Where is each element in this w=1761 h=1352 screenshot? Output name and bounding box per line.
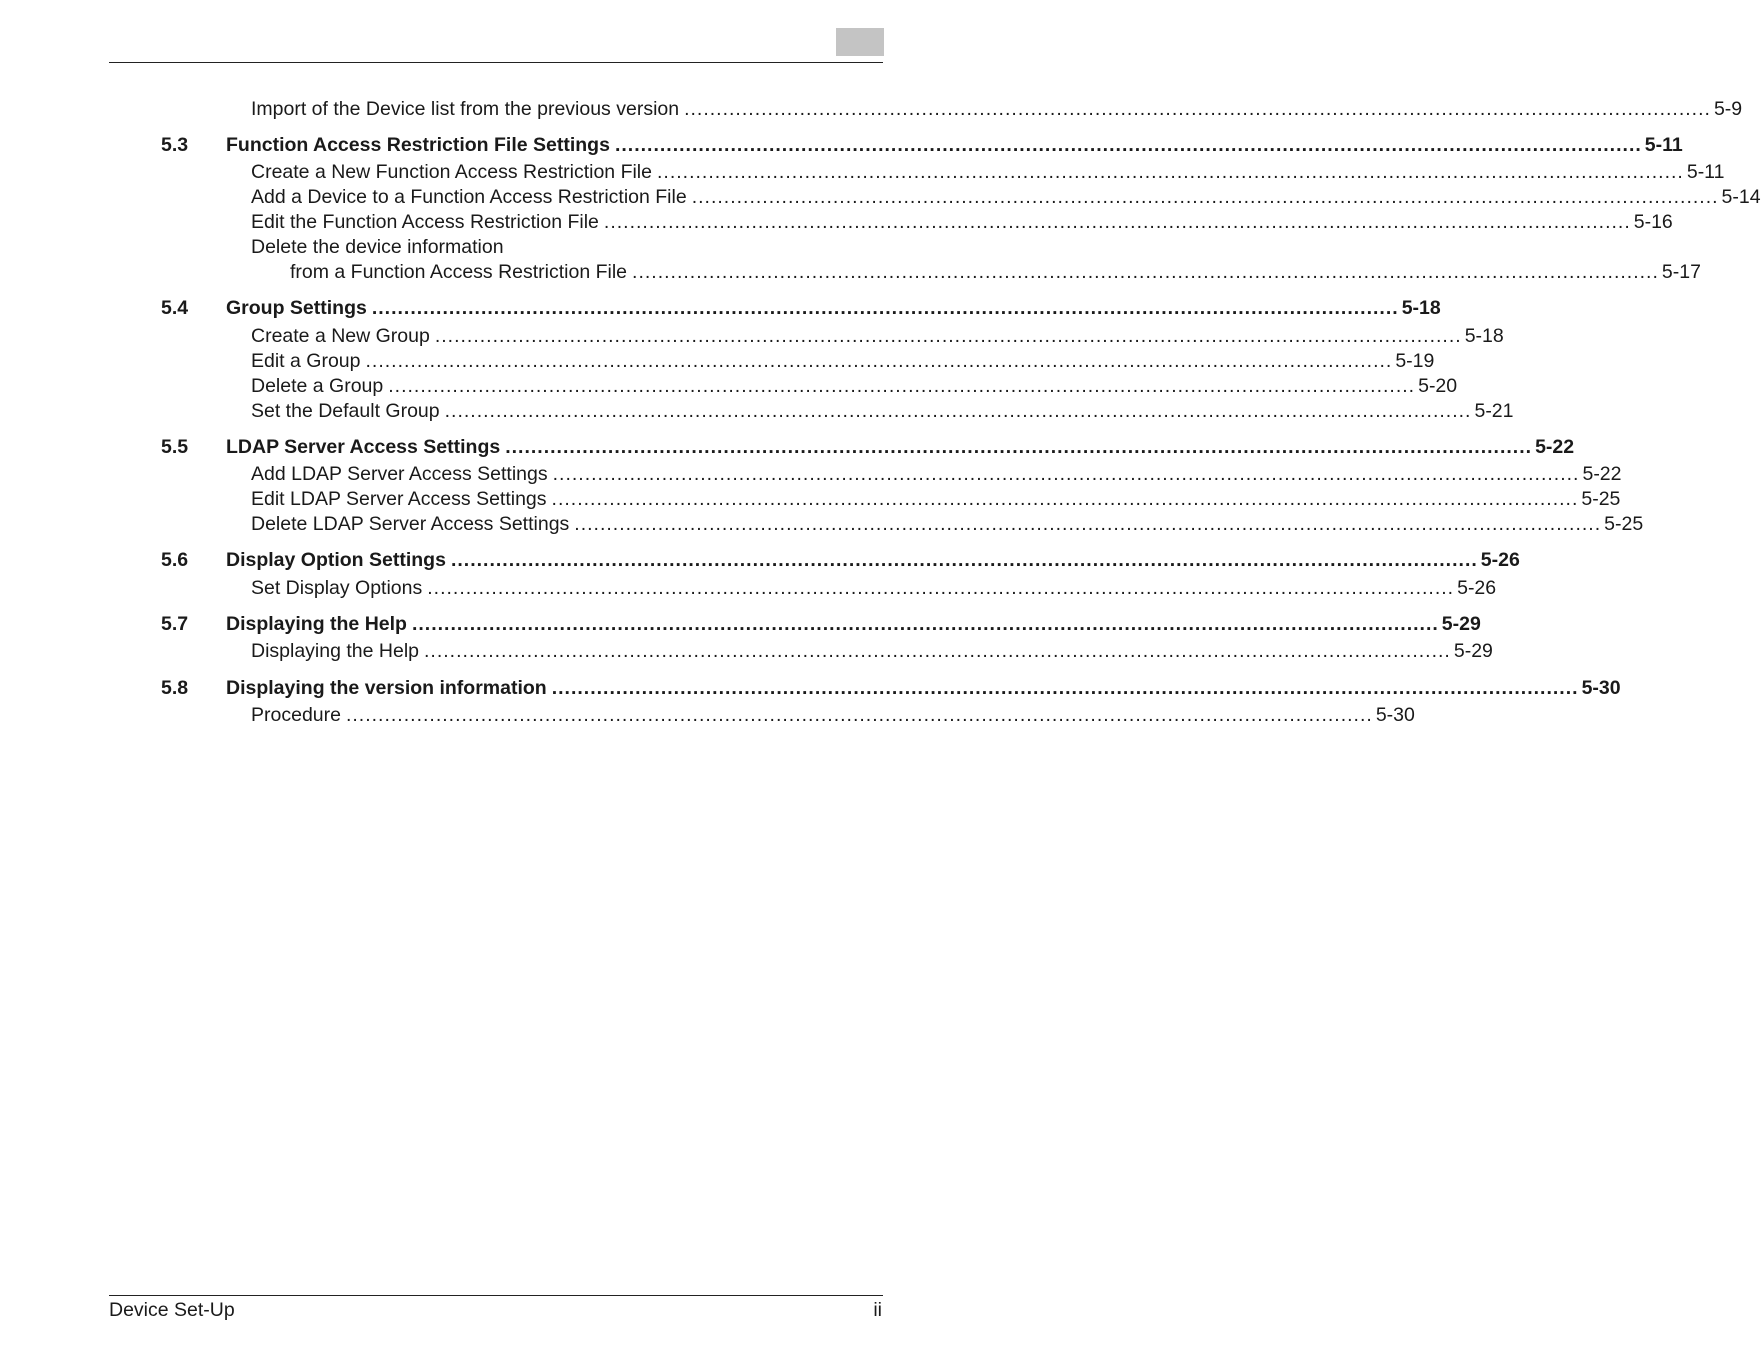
section-title: Displaying the Help: [226, 613, 407, 635]
toc-entry[interactable]: [0, 399, 1514, 423]
toc-entry[interactable]: [0, 185, 1761, 209]
toc-entry-title: Import of the Device list from the previous version: [251, 98, 680, 120]
toc-entry-title: Edit the Function Access Restriction File: [251, 211, 599, 233]
toc-entry-title: Edit a Group: [251, 350, 361, 372]
toc-entry-title: Create a New Group: [251, 325, 430, 347]
toc-entry[interactable]: [0, 374, 1458, 398]
dot-leader: ................................................................................................................................................................: [434, 325, 1462, 347]
toc-entry-title: Procedure: [251, 704, 341, 726]
dot-leader: ................................................................................................................................................................: [505, 436, 1533, 458]
section-title: Displaying the version information: [226, 677, 547, 699]
toc-entry-title: Delete LDAP Server Access Settings: [251, 513, 570, 535]
toc-entry-page: 5-19: [1395, 350, 1435, 372]
toc-entry-page: 5-11: [1686, 161, 1725, 183]
dot-leader: ................................................................................................................................................................: [424, 640, 1451, 662]
section-number: 5.4: [161, 297, 189, 319]
toc-section-5-5[interactable]: [0, 435, 1575, 459]
toc-entry-title: Delete a Group: [251, 375, 384, 397]
toc-entry-page: 5-16: [1633, 211, 1673, 233]
toc-entry-title: Add LDAP Server Access Settings: [251, 463, 548, 485]
toc-entry[interactable]: [0, 703, 1415, 727]
toc-entry[interactable]: [0, 160, 1725, 184]
dot-leader: ................................................................................................................................................................: [371, 297, 1399, 319]
section-page: 5-11: [1644, 134, 1683, 156]
toc-entry[interactable]: [0, 576, 1497, 600]
toc-entry-title: Displaying the Help: [251, 640, 420, 662]
toc-entry[interactable]: [0, 97, 1743, 121]
dot-leader: ................................................................................................................................................................: [603, 211, 1631, 233]
section-number: 5.7: [161, 613, 189, 635]
section-number: 5.5: [161, 436, 189, 458]
dot-leader: ................................................................................................................................................................: [551, 677, 1579, 699]
section-page: 5-30: [1581, 677, 1621, 699]
dot-leader: ................................................................................................................................................................: [574, 513, 1602, 535]
footer-rule: [109, 1295, 883, 1296]
toc-section-5-4[interactable]: [0, 296, 1441, 320]
toc-entry-page: 5-17: [1661, 261, 1701, 283]
dot-leader: ................................................................................................................................................................: [552, 463, 1580, 485]
dot-leader: ................................................................................................................................................................: [427, 577, 1455, 599]
footer-title: Device Set-Up: [109, 1299, 235, 1321]
dot-leader: ................................................................................................................................................................: [345, 704, 1373, 726]
toc-entry[interactable]: [0, 639, 1493, 663]
section-number: 5.8: [161, 677, 189, 699]
toc-entry-title: Delete the device information: [251, 236, 504, 258]
header-rule: [109, 62, 883, 63]
toc-section-5-8[interactable]: [0, 676, 1621, 700]
section-number: 5.3: [161, 134, 189, 156]
toc-entry[interactable]: [0, 512, 1644, 536]
chapter-tab: [836, 28, 884, 56]
section-page: 5-18: [1401, 297, 1441, 319]
dot-leader: ................................................................................................................................................................: [684, 98, 1711, 120]
toc-entry-title: Create a New Function Access Restriction File: [251, 161, 652, 183]
section-title: Display Option Settings: [226, 549, 446, 571]
toc-entry-page: 5-29: [1453, 640, 1493, 662]
section-page: 5-29: [1441, 613, 1481, 635]
toc-entry-page: 5-25: [1604, 513, 1644, 535]
dot-leader: ................................................................................................................................................................: [551, 488, 1579, 510]
dot-leader: ................................................................................................................................................................: [691, 186, 1719, 208]
toc-entry-page: 5-21: [1474, 400, 1514, 422]
dot-leader: ................................................................................................................................................................: [450, 549, 1478, 571]
toc-entry-page: 5-14: [1721, 186, 1761, 208]
toc-entry-page: 5-9: [1713, 98, 1743, 120]
dot-leader: ................................................................................................................................................................: [365, 350, 1393, 372]
toc-section-5-6[interactable]: [0, 548, 1520, 572]
toc-entry-first-line[interactable]: [0, 235, 954, 259]
section-title: LDAP Server Access Settings: [226, 436, 501, 458]
toc-entry-page: 5-25: [1581, 488, 1621, 510]
toc-entry-page: 5-18: [1464, 325, 1504, 347]
section-title: Group Settings: [226, 297, 367, 319]
dot-leader: ................................................................................................................................................................: [444, 400, 1472, 422]
section-title: Function Access Restriction File Settings: [226, 134, 610, 156]
section-page: 5-26: [1480, 549, 1520, 571]
toc-entry-title: Add a Device to a Function Access Restriction File: [251, 186, 687, 208]
toc-entry-page: 5-30: [1375, 704, 1415, 726]
section-number: 5.6: [161, 549, 189, 571]
toc-entry-page: 5-22: [1582, 463, 1622, 485]
dot-leader: ................................................................................................................................................................: [411, 613, 1439, 635]
section-page: 5-22: [1535, 436, 1575, 458]
toc-section-5-3[interactable]: [0, 133, 1683, 157]
toc-entry-continuation[interactable]: [0, 260, 1701, 284]
toc-entry-page: 5-26: [1457, 577, 1497, 599]
footer-page-number: ii: [873, 1299, 882, 1321]
toc-entry-page: 5-20: [1418, 375, 1458, 397]
toc-entry[interactable]: [0, 462, 1622, 486]
toc-section-5-7[interactable]: [0, 612, 1481, 636]
toc-entry[interactable]: [0, 210, 1673, 234]
dot-leader: ................................................................................................................................................................: [657, 161, 1684, 183]
toc-entry[interactable]: [0, 349, 1435, 373]
toc-entry-title: from a Function Access Restriction File: [290, 261, 628, 283]
toc-entry-title: Edit LDAP Server Access Settings: [251, 488, 547, 510]
dot-leader: ................................................................................................................................................................: [614, 134, 1642, 156]
toc-entry-title: Set Display Options: [251, 577, 423, 599]
toc-entry[interactable]: [0, 487, 1621, 511]
toc-entry-title: Set the Default Group: [251, 400, 440, 422]
toc-entry[interactable]: [0, 324, 1504, 348]
dot-leader: ................................................................................................................................................................: [388, 375, 1416, 397]
dot-leader: ................................................................................................................................................................: [632, 261, 1659, 283]
